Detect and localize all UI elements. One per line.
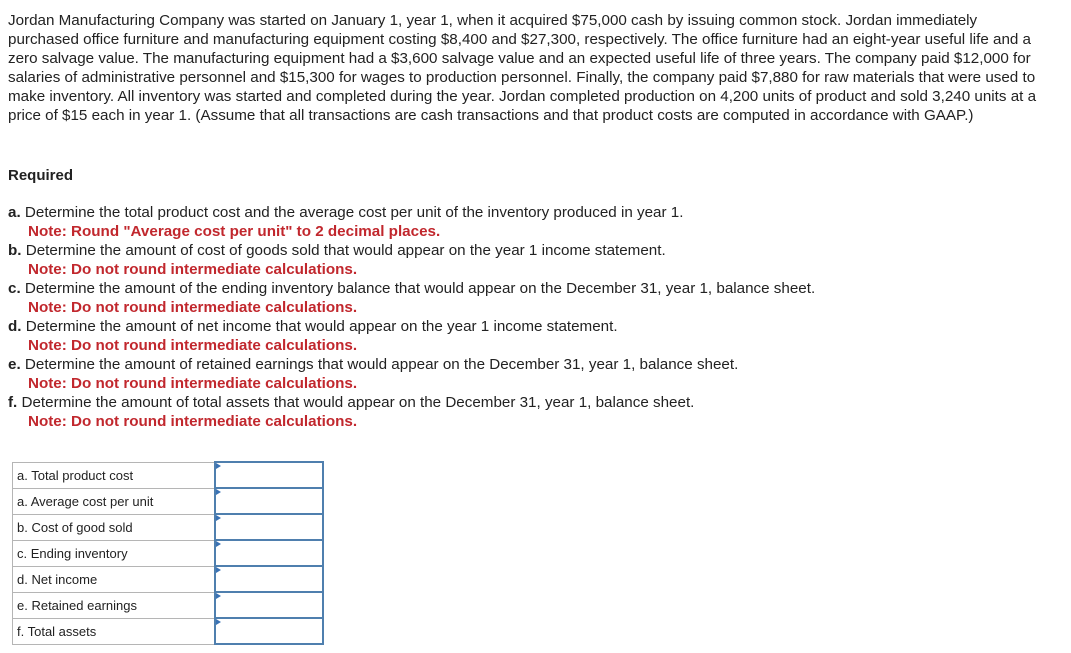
answer-row-cost-of-goods-sold (13, 514, 324, 540)
question-letter: f. (8, 394, 18, 411)
total-assets-input[interactable] (216, 619, 322, 643)
answer-table (12, 461, 324, 645)
total-product-cost-input[interactable] (216, 463, 322, 487)
answer-label: c. Ending inventory (13, 540, 216, 566)
question-note: Note: Do not round intermediate calculations. (28, 261, 358, 278)
question-b (8, 241, 1048, 279)
question-f (8, 393, 1048, 431)
question-note: Note: Do not round intermediate calculations. (28, 337, 358, 354)
question-note: Note: Round "Average cost per unit" to 2 decimal places. (28, 223, 441, 240)
required-heading: Required (8, 167, 74, 184)
ending-inventory-input[interactable] (216, 541, 322, 565)
cost-of-goods-sold-input[interactable] (216, 515, 322, 539)
answer-label: e. Retained earnings (13, 592, 216, 618)
answer-cell (215, 540, 323, 566)
retained-earnings-input[interactable] (216, 593, 322, 617)
answer-row-ending-inventory (13, 540, 324, 566)
question-a (8, 203, 1048, 241)
question-note: Note: Do not round intermediate calculations. (28, 299, 358, 316)
answer-cell (215, 618, 323, 644)
average-cost-per-unit-input[interactable] (216, 489, 322, 513)
answer-row-retained-earnings (13, 592, 324, 618)
question-letter: b. (8, 242, 22, 259)
question-list (8, 203, 1048, 431)
question-text: Determine the amount of net income that would appear on the year 1 income statement. (25, 318, 618, 335)
question-text: Determine the total product cost and the average cost per unit of the inventory produced in year 1. (24, 204, 684, 221)
answer-row-total-product-cost (13, 462, 324, 488)
answer-label: a. Total product cost (13, 462, 216, 488)
answer-row-total-assets (13, 618, 324, 644)
question-text: Determine the amount of total assets that would appear on the December 31, year 1, balance sheet. (21, 394, 695, 411)
answer-row-average-cost-per-unit (13, 488, 324, 514)
answer-label: b. Cost of good sold (13, 514, 216, 540)
answer-label: d. Net income (13, 566, 216, 592)
problem-statement: Jordan Manufacturing Company was started on January 1, year 1, when it acquired $75,000 cash by issuing common stock. Jordan immediately purchased office furniture and manufacturing equipment costing $8,400 and $27,300, respectively. The office furniture had an eight-year useful life and a zero salvage value. The manufacturing equipment had a $3,600 salvage value and an expected useful life of three years. The company paid $12,000 for salaries of administrative personnel and $15,300 for wages to production personnel. Finally, the company paid $7,880 for raw materials that were used to make inventory. All inventory was started and completed during the year. Jordan completed production on 4,200 units of product and sold 3,240 units at a price of $15 each in year 1. (Assume that all transactions are cash transactions and that product costs are computed in accordance with GAAP.) (8, 12, 1037, 124)
question-letter: e. (8, 356, 21, 373)
answer-cell (215, 592, 323, 618)
question-text: Determine the amount of the ending inventory balance that would appear on the December 31, year 1, balance sheet. (24, 280, 816, 297)
answer-label: f. Total assets (13, 618, 216, 644)
question-text: Determine the amount of retained earnings that would appear on the December 31, year 1, balance sheet. (24, 356, 739, 373)
question-text: Determine the amount of cost of goods sold that would appear on the year 1 income statement. (25, 242, 666, 259)
answer-cell (215, 488, 323, 514)
question-d (8, 317, 1048, 355)
answer-row-net-income (13, 566, 324, 592)
question-e (8, 355, 1048, 393)
question-note: Note: Do not round intermediate calculations. (28, 413, 358, 430)
question-c (8, 279, 1048, 317)
question-note: Note: Do not round intermediate calculations. (28, 375, 358, 392)
answer-cell (215, 462, 323, 488)
question-letter: c. (8, 280, 21, 297)
answer-label: a. Average cost per unit (13, 488, 216, 514)
answer-cell (215, 514, 323, 540)
question-letter: a. (8, 204, 21, 221)
answer-cell (215, 566, 323, 592)
net-income-input[interactable] (216, 567, 322, 591)
question-letter: d. (8, 318, 22, 335)
